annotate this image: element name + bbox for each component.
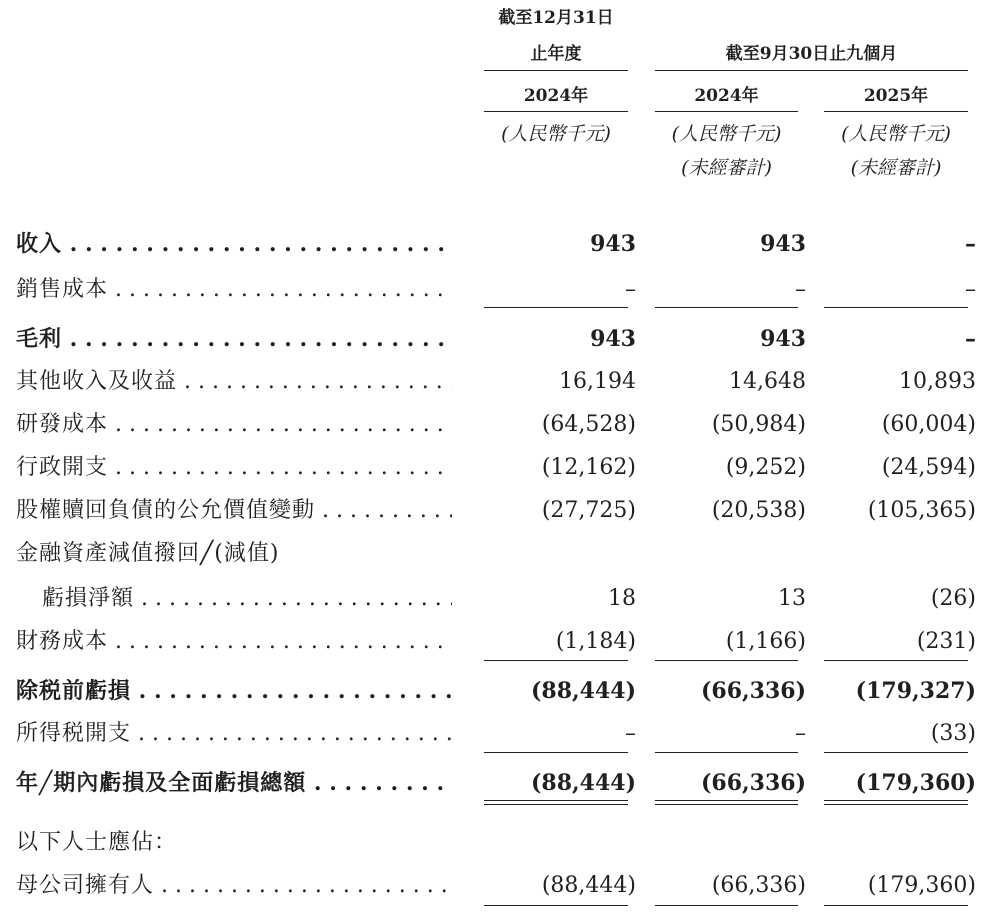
row-label: 股權贖回負債的公允價值變動 . . . xyxy=(16,496,452,526)
cell-value: (50,984) xyxy=(711,412,806,437)
cell-value: (33) xyxy=(930,721,976,746)
header-rule xyxy=(484,70,628,71)
col3-unaudited: (未經審計) xyxy=(850,157,942,179)
cell-value: 14,648 xyxy=(729,369,806,394)
col1-period-line2: 止年度 xyxy=(530,44,582,64)
cell-value: (20,538) xyxy=(711,498,806,523)
cell-value: (66,336) xyxy=(711,873,806,898)
subtotal-rule xyxy=(655,660,798,661)
cell-value: – xyxy=(965,277,976,302)
table-row xyxy=(0,275,994,305)
total-double-rule xyxy=(484,800,628,805)
table-row xyxy=(0,367,994,397)
row-label: 所得税開支 . . . xyxy=(16,719,452,749)
bottom-rule xyxy=(484,905,628,906)
row-label: 行政開支 . . . xyxy=(16,453,452,483)
subtotal-rule xyxy=(824,752,968,753)
cell-value: – xyxy=(965,231,976,257)
table-row xyxy=(0,324,994,354)
cell-value: (179,360) xyxy=(867,873,976,898)
subtotal-rule xyxy=(484,660,628,661)
row-label: 母公司擁有人 . . . xyxy=(16,871,452,901)
table-row xyxy=(0,627,994,657)
cell-value: (179,360) xyxy=(855,770,976,796)
cell-value: – xyxy=(625,721,636,746)
cell-value: 13 xyxy=(778,586,806,611)
col1-period-line1: 截至12月31日 xyxy=(498,8,614,28)
subtotal-rule xyxy=(824,660,968,661)
table-row xyxy=(0,539,994,569)
row-label: 虧損淨額 . . . xyxy=(42,584,452,614)
row-label: 其他收入及收益 . . . xyxy=(16,367,452,397)
row-label: 毛利 . . . xyxy=(16,324,452,354)
col2-year: 2024年 xyxy=(694,86,759,106)
table-row xyxy=(0,871,994,901)
cell-value: – xyxy=(795,277,806,302)
row-label: 收入 . . . xyxy=(16,229,452,259)
cell-value: (1,166) xyxy=(725,629,806,654)
cell-value: (105,365) xyxy=(867,498,976,523)
row-label: 年╱期內虧損及全面虧損總額 . . . xyxy=(16,768,452,798)
table-row xyxy=(0,453,994,483)
table-row xyxy=(0,584,994,614)
cell-value: 943 xyxy=(590,326,636,352)
cell-value: (27,725) xyxy=(541,498,636,523)
table-row xyxy=(0,719,994,749)
col2-unaudited: (未經審計) xyxy=(681,157,772,179)
cell-value: (60,004) xyxy=(881,412,976,437)
col3-unit: (人民幣千元) xyxy=(841,123,951,145)
table-row xyxy=(0,676,994,706)
subtotal-rule xyxy=(824,307,968,308)
cell-value: (88,444) xyxy=(541,873,636,898)
table-row xyxy=(0,410,994,440)
header-rule xyxy=(655,70,968,71)
subtotal-rule xyxy=(655,752,798,753)
bottom-rule xyxy=(655,905,798,906)
cell-value: 943 xyxy=(760,326,806,352)
cell-value: (12,162) xyxy=(541,455,636,480)
cell-value: (88,444) xyxy=(530,678,636,704)
cell-value: 16,194 xyxy=(559,369,636,394)
cell-value: (231) xyxy=(916,629,976,654)
row-label: 金融資產減值撥回╱(減值) xyxy=(16,541,280,566)
year-rule xyxy=(484,111,628,112)
year-rule xyxy=(824,111,968,112)
col3-year: 2025年 xyxy=(863,86,929,106)
subtotal-rule xyxy=(655,307,798,308)
nine-months-header: 截至9月30日止九個月 xyxy=(725,44,898,64)
cell-value: (66,336) xyxy=(700,770,806,796)
row-label: 財務成本 . . . xyxy=(16,627,452,657)
col1-year: 2024年 xyxy=(523,86,589,106)
year-rule xyxy=(655,111,798,112)
total-double-rule xyxy=(655,800,798,805)
cell-value: (88,444) xyxy=(530,770,636,796)
cell-value: 943 xyxy=(590,231,636,257)
cell-value: 10,893 xyxy=(899,369,976,394)
subtotal-rule xyxy=(484,307,628,308)
cell-value: (9,252) xyxy=(725,455,806,480)
cell-value: (1,184) xyxy=(555,629,636,654)
row-label: 以下人士應佔： xyxy=(16,830,178,855)
table-row xyxy=(0,768,994,798)
table-row xyxy=(0,828,994,858)
subtotal-rule xyxy=(484,752,628,753)
col1-unit: (人民幣千元) xyxy=(501,123,611,145)
cell-value: (66,336) xyxy=(700,678,806,704)
cell-value: – xyxy=(795,721,806,746)
row-label: 除税前虧損 . . . xyxy=(16,676,452,706)
row-label: 銷售成本 . . . xyxy=(16,275,452,305)
cell-value: (26) xyxy=(930,586,976,611)
cell-value: 18 xyxy=(608,586,636,611)
col2-unit: (人民幣千元) xyxy=(671,123,782,145)
table-row xyxy=(0,496,994,526)
cell-value: – xyxy=(965,326,976,352)
table-row xyxy=(0,229,994,259)
bottom-rule xyxy=(824,905,968,906)
cell-value: – xyxy=(625,277,636,302)
cell-value: (179,327) xyxy=(855,678,976,704)
cell-value: 943 xyxy=(760,231,806,257)
row-label: 研發成本 . . . xyxy=(16,410,452,440)
cell-value: (24,594) xyxy=(881,455,976,480)
cell-value: (64,528) xyxy=(541,412,636,437)
total-double-rule xyxy=(824,800,968,805)
